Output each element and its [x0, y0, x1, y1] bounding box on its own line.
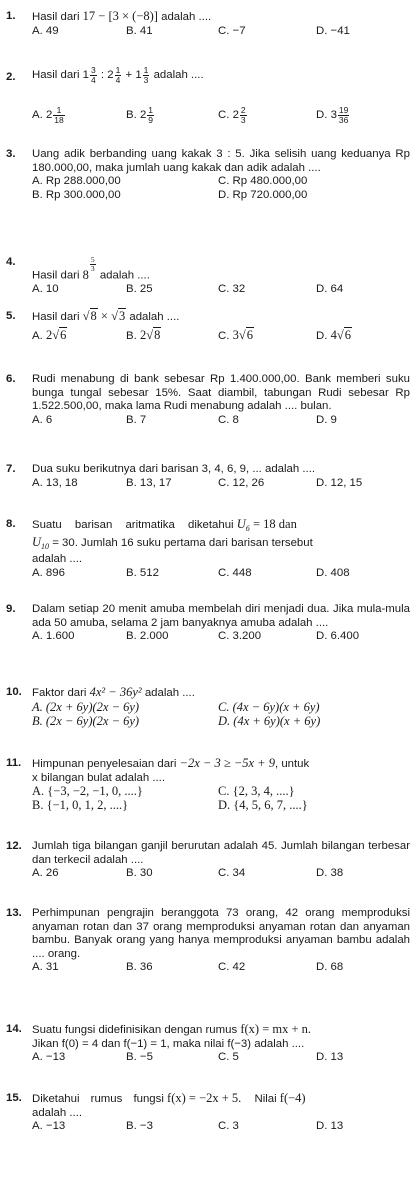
- question-number: 10.: [6, 686, 22, 698]
- question-number: 12.: [6, 840, 22, 852]
- answer-options: [32, 701, 410, 715]
- option-c[interactable]: C. (4x − 6y)(x + 6y): [218, 699, 320, 714]
- option-a[interactable]: A. 2√6: [32, 327, 67, 342]
- question-stem: Jumlah tiga bilangan ganjil berurutan adalah 45. Jumlah bilangan terbesar dan terkecil adalah ....: [32, 840, 410, 866]
- question-13: [6, 907, 410, 975]
- option-d[interactable]: D. 13: [316, 1120, 344, 1132]
- option-a[interactable]: A. 896: [32, 566, 65, 579]
- option-b[interactable]: B. 2√8: [126, 327, 161, 342]
- answer-options: [32, 414, 410, 428]
- question-number: 8.: [6, 518, 16, 530]
- question-stem: Perhimpunan pengrajin beranggota 73 orang, 42 orang memproduksi anyaman rotan dan 37 orang memproduksi anyaman rotan dan anyaman bambu. Banyak orang yang hanya memproduksi anyaman bambu adalah .... orang.: [32, 907, 410, 960]
- option-b[interactable]: B. {−1, 0, 1, 2, ....}: [32, 798, 129, 812]
- question-15: [6, 1092, 410, 1134]
- option-d[interactable]: D. 9: [316, 413, 337, 426]
- question-14: [6, 1023, 410, 1065]
- question-number: 7.: [6, 463, 16, 475]
- option-d[interactable]: D. Rp 720.000,00: [218, 189, 308, 201]
- question-number: 4.: [6, 256, 16, 268]
- question-stem: Suatu barisan aritmatika diketahui $U_6 = 18$ dan $U_{10} = 30$. Jumlah 16 suku pertama dari barisan tersebut adalah ....: [32, 517, 313, 565]
- question-10: [6, 686, 410, 729]
- option-b[interactable]: B. 30: [126, 867, 153, 879]
- question-3: [6, 148, 410, 203]
- fraction: $\frac{1}{3}$: [143, 65, 149, 85]
- answer-options: [32, 567, 410, 581]
- option-b[interactable]: B. −5: [126, 1051, 153, 1063]
- option-c[interactable]: C. Rp 480.000,00: [218, 175, 308, 187]
- question-number: 2.: [6, 71, 16, 83]
- answer-options: [32, 867, 410, 881]
- question-11: [6, 757, 410, 813]
- answer-options: [32, 325, 410, 347]
- option-b[interactable]: B. 512: [126, 566, 159, 579]
- question-stem: Uang adik berbanding uang kakak 3 : 5. Jika selisih uang keduanya Rp 180.000,00, maka jumlah uang kakak dan adik adalah ....: [32, 148, 410, 174]
- option-c[interactable]: C. 448: [218, 566, 252, 579]
- option-b[interactable]: B. 41: [126, 24, 153, 37]
- option-b[interactable]: B. 2.000: [126, 630, 169, 642]
- answer-options: [32, 961, 410, 975]
- option-d[interactable]: D. 13: [316, 1051, 344, 1063]
- question-number: 5.: [6, 310, 16, 322]
- answer-options: [32, 189, 410, 203]
- question-stem: Faktor dari 4x² − 36y² adalah ....: [32, 685, 195, 699]
- option-d[interactable]: D. {4, 5, 6, 7, ....}: [218, 798, 308, 812]
- option-c[interactable]: C. 8: [218, 413, 239, 426]
- option-c[interactable]: C. 2 $\frac{2}{3}$: [218, 105, 246, 125]
- option-a[interactable]: A. Rp 288.000,00: [32, 175, 121, 187]
- question-stem: Hasil dari 17 − [3 × (−8)] adalah ....: [32, 9, 212, 23]
- answer-options: [32, 630, 410, 644]
- option-b[interactable]: B. Rp 300.000,00: [32, 189, 121, 201]
- question-stem: Dua suku berikutnya dari barisan 3, 4, 6, 9, ... adalah ....: [32, 463, 316, 475]
- option-c[interactable]: C. 3: [218, 1120, 239, 1132]
- answer-options: [32, 25, 410, 39]
- answer-options: [32, 715, 410, 729]
- question-8: [6, 518, 410, 581]
- option-a[interactable]: A. 31: [32, 961, 59, 973]
- question-number: 11.: [6, 757, 22, 769]
- option-d[interactable]: D. 408: [316, 566, 350, 579]
- answer-options: [32, 175, 410, 189]
- option-a[interactable]: A. 2 $\frac{1}{18}$: [32, 105, 64, 125]
- option-c[interactable]: C. 42: [218, 961, 246, 973]
- question-stem: Hasil dari 1 $\frac{3}{4}$ : 2 $\frac{1}{4}$ + 1 $\frac{1}{3}$ adalah ....: [32, 65, 204, 85]
- question-number: 1.: [6, 10, 16, 22]
- question-stem: Hasil dari 8 $\frac{5}{3}$ adalah ....: [32, 255, 150, 282]
- answer-options: [32, 102, 410, 124]
- fraction: $\frac{1}{4}$: [115, 65, 121, 85]
- question-number: 15.: [6, 1092, 22, 1104]
- option-a[interactable]: A. −13: [32, 1051, 66, 1063]
- question-number: 9.: [6, 603, 16, 615]
- option-a[interactable]: A. 49: [32, 24, 59, 37]
- option-b[interactable]: B. 13, 17: [126, 476, 172, 489]
- option-d[interactable]: D. 6.400: [316, 630, 360, 642]
- question-1: [6, 10, 410, 39]
- option-a[interactable]: A. 6: [32, 413, 53, 426]
- question-number: 14.: [6, 1023, 22, 1035]
- question-12: [6, 840, 410, 881]
- option-c[interactable]: C. 32: [218, 283, 246, 295]
- question-stem: Himpunan penyelesaian dari −2x − 3 ≥ −5x + 9, untuk x bilangan bulat adalah ....: [32, 756, 310, 784]
- option-d[interactable]: D. 12, 15: [316, 476, 363, 489]
- option-d[interactable]: D. 68: [316, 961, 344, 973]
- option-d[interactable]: D. 3 $\frac{19}{36}$: [316, 105, 349, 125]
- option-a[interactable]: A. 13, 18: [32, 476, 78, 489]
- option-b[interactable]: B. (2x − 6y)(2x − 6y): [32, 713, 140, 728]
- question-stem: Dalam setiap 20 menit amuba membelah diri menjadi dua. Jika mula-mula ada 50 amuba, selama 2 jam banyaknya amuba adalah ....: [32, 603, 410, 629]
- question-stem: Hasil dari √8 × √3 adalah ....: [32, 309, 180, 323]
- question-5: [6, 310, 410, 347]
- answer-options: [32, 477, 410, 491]
- option-b[interactable]: B. 2 $\frac{1}{9}$: [126, 105, 154, 125]
- question-stem: Suatu fungsi didefinisikan dengan rumus f(x) = mx + n. Jikan f(0) = 4 dan f(−1) = 1, maka nilai f(−3) adalah ....: [32, 1022, 312, 1050]
- option-d[interactable]: D. −41: [316, 24, 350, 37]
- question-6: [6, 373, 410, 428]
- answer-options: [32, 1051, 410, 1065]
- option-c[interactable]: C. 34: [218, 867, 246, 879]
- option-d[interactable]: D. 4√6: [316, 327, 351, 342]
- option-c[interactable]: C. 3.200: [218, 630, 262, 642]
- question-stem: Diketahui rumus fungsi f(x) = −2x + 5. Nilai f(−4) adalah ....: [32, 1091, 306, 1119]
- option-a[interactable]: A. 26: [32, 867, 59, 879]
- fraction: $\frac{3}{4}$: [91, 65, 96, 85]
- question-number: 13.: [6, 907, 22, 919]
- option-c[interactable]: C. 5: [218, 1051, 239, 1063]
- question-2: [6, 66, 410, 124]
- option-c[interactable]: C. {2, 3, 4, ....}: [218, 784, 295, 798]
- option-d[interactable]: D. 64: [316, 283, 344, 295]
- answer-options: [32, 799, 410, 813]
- option-a[interactable]: A. −13: [32, 1120, 66, 1132]
- option-a[interactable]: A. (2x + 6y)(2x − 6y): [32, 699, 140, 714]
- option-c[interactable]: C. 12, 26: [218, 476, 265, 489]
- option-a[interactable]: A. {−3, −2, −1, 0, ....}: [32, 784, 143, 798]
- answer-options: [32, 1120, 410, 1134]
- option-b[interactable]: B. −3: [126, 1120, 153, 1132]
- question-7: [6, 463, 410, 491]
- answer-options: [32, 785, 410, 799]
- option-b[interactable]: B. 36: [126, 961, 153, 973]
- question-9: [6, 603, 410, 644]
- question-stem: Rudi menabung di bank sebesar Rp 1.400.000,00. Bank memberi suku bunga tungal sebesar 15%. Saat diambil, tabungan Rudi sebesar Rp 1.522.500,00, maka lama Rudi menabung adalah .... bulan.: [32, 373, 410, 412]
- option-d[interactable]: D. (4x + 6y)(x + 6y): [218, 713, 321, 728]
- option-c[interactable]: C. −7: [218, 24, 246, 37]
- option-b[interactable]: B. 25: [126, 283, 153, 295]
- option-a[interactable]: A. 1.600: [32, 630, 75, 642]
- question-number: 3.: [6, 148, 16, 160]
- question-number: 6.: [6, 373, 16, 385]
- question-4: [6, 248, 410, 297]
- answer-options: [32, 283, 410, 297]
- option-b[interactable]: B. 7: [126, 413, 147, 426]
- option-d[interactable]: D. 38: [316, 867, 344, 879]
- option-c[interactable]: C. 3√6: [218, 327, 253, 342]
- option-a[interactable]: A. 10: [32, 283, 59, 295]
